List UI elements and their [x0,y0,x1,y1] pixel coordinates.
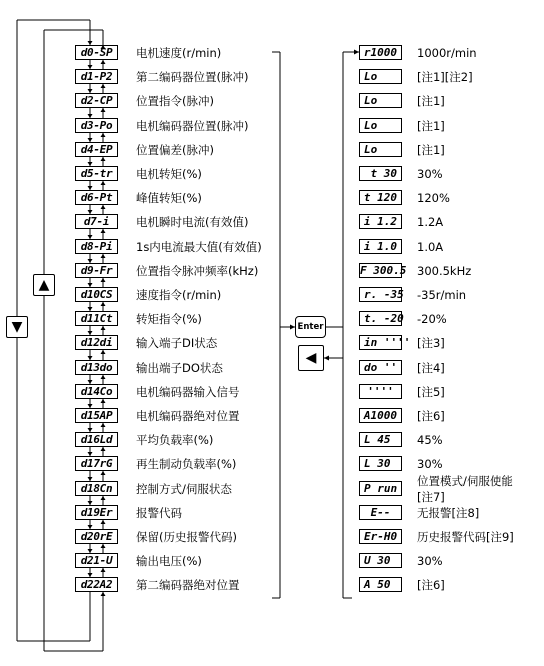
parameter-label: 输出电压(%) [136,554,202,568]
parameter-label: 电机编码器输入信号 [136,385,240,399]
up-button[interactable] [33,274,55,296]
display-readout: r1000 [359,45,402,60]
parameter-code: d19Er [75,505,118,520]
display-value: 1.0A [417,240,444,254]
arrow-icon [101,157,106,161]
display-readout: Lo [359,142,402,157]
display-readout: L 45 [359,432,402,447]
display-value: [注5] [417,385,445,399]
arrow-icon [101,496,106,500]
display-value: [注3] [417,336,445,350]
parameter-label: 电机编码器位置(脉冲) [136,119,249,133]
parameter-code: d13do [75,360,118,375]
parameter-label: 电机速度(r/min) [136,46,222,60]
display-readout: E-- [359,505,402,520]
back-button[interactable] [298,345,324,371]
display-value: 1000r/min [417,46,477,60]
display-readout: do '' [359,360,402,375]
parameter-label: 控制方式/伺服状态 [136,482,232,496]
parameter-label: 峰值转矩(%) [136,191,202,205]
arrow-icon [324,356,329,361]
arrow-icon [101,471,106,475]
parameter-code: d12di [75,335,118,350]
parameter-code: d14Co [75,384,118,399]
display-value: [注6] [417,578,445,592]
arrow-icon [101,544,106,548]
parameter-code: d16Ld [75,432,118,447]
parameter-code: d22A2 [75,577,118,592]
display-readout: in '''' [359,335,402,350]
parameter-label: 位置指令(脉冲) [136,94,214,108]
parameter-label: 输入端子DI状态 [136,336,218,350]
arrow-icon [101,205,106,209]
parameter-label: 电机编码器绝对位置 [136,409,240,423]
display-readout: t 30 [359,166,402,181]
parameter-code: d2-CP [75,93,118,108]
parameter-code: d5-tr [75,166,118,181]
arrow-icon [101,399,106,403]
up-arrow-icon: ▲ [38,277,50,293]
parameter-code: d17rG [75,456,118,471]
display-value: 45% [417,433,443,447]
display-readout: t. -20 [359,311,402,326]
arrow-icon [101,350,106,354]
arrow-icon [101,423,106,427]
arrow-icon [101,133,106,137]
arrow-icon [101,60,106,64]
parameter-label: 转矩指令(%) [136,312,202,326]
display-readout: i 1.2 [359,214,402,229]
parameter-code: d15AP [75,408,118,423]
display-value: [注1] [417,94,445,108]
arrow-icon [101,108,106,112]
parameter-label: 再生制动负载率(%) [136,457,237,471]
arrow-icon [101,254,106,258]
arrow-icon [101,84,106,88]
parameter-code: d7-i [75,214,118,229]
display-value: -20% [417,312,447,326]
parameter-label: 位置指令脉冲频率(kHz) [136,264,259,278]
display-readout: Er-H0 [359,529,402,544]
arrow-icon [101,326,106,330]
parameter-code: d18Cn [75,481,118,496]
display-value: [注6] [417,409,445,423]
arrow-icon [101,447,106,451]
display-readout: L 30 [359,456,402,471]
parameter-code: d6-Pt [75,190,118,205]
parameter-code: d9-Fr [75,263,118,278]
display-value: 1.2A [417,215,444,229]
display-readout: Lo [359,118,402,133]
display-readout: U 30 [359,553,402,568]
display-readout: A1000 [359,408,402,423]
parameter-label: 电机转矩(%) [136,167,202,181]
display-value: -35r/min [417,288,467,302]
parameter-code: d10CS [75,287,118,302]
parameter-label: 1s内电流最大值(有效值) [136,240,262,254]
parameter-code: d8-Pi [75,239,118,254]
parameter-label: 保留(历史报警代码) [136,530,237,544]
display-readout: t 120 [359,190,402,205]
display-value: 历史报警代码[注9] [417,530,514,544]
arrow-icon [101,278,106,282]
enter-label: Enter [297,322,324,332]
back-arrow-icon: ◀ [305,350,317,366]
parameter-code: d1-P2 [75,69,118,84]
parameter-label: 电机瞬时电流(有效值) [136,215,249,229]
parameter-code: d0-SP [75,45,118,60]
parameter-label: 平均负载率(%) [136,433,214,447]
parameter-code: d21-U [75,553,118,568]
display-readout: Lo [359,93,402,108]
parameter-code: d4-EP [75,142,118,157]
parameter-code: d11Ct [75,311,118,326]
display-value: [注4] [417,361,445,375]
display-readout: Lo [359,69,402,84]
display-value: 30% [417,554,443,568]
arrow-icon [101,229,106,233]
arrow-icon [101,520,106,524]
display-value-note: [注7] [417,490,445,504]
down-arrow-icon: ▼ [11,319,23,335]
parameter-code: d20rE [75,529,118,544]
display-value: 300.5kHz [417,264,472,278]
display-readout: i 1.0 [359,239,402,254]
display-value: 30% [417,167,443,181]
parameter-label: 第二编码器绝对位置 [136,578,240,592]
display-readout: A 50 [359,577,402,592]
arrow-icon [101,181,106,185]
display-readout: '''' [359,384,402,399]
enter-button[interactable] [295,316,326,338]
arrow-icon [101,302,106,306]
arrow-icon [101,375,106,379]
down-button[interactable] [6,316,28,338]
display-readout: r. -35 [359,287,402,302]
display-value: 30% [417,457,443,471]
parameter-label: 报警代码 [136,506,182,520]
display-value: [注1][注2] [417,70,473,84]
display-value: 120% [417,191,450,205]
parameter-code: d3-Po [75,118,118,133]
parameter-label: 输出端子DO状态 [136,361,223,375]
display-value: 位置模式/伺服使能 [417,474,513,488]
display-readout: P run [359,481,402,496]
display-readout: F 300.5 [360,264,407,277]
display-value: [注1] [417,143,445,157]
parameter-label: 第二编码器位置(脉冲) [136,70,249,84]
display-value: [注1] [417,119,445,133]
parameter-label: 速度指令(r/min) [136,288,222,302]
display-value: 无报警[注8] [417,506,480,520]
arrow-icon [101,592,106,596]
arrow-icon [101,568,106,572]
parameter-label: 位置偏差(脉冲) [136,143,214,157]
